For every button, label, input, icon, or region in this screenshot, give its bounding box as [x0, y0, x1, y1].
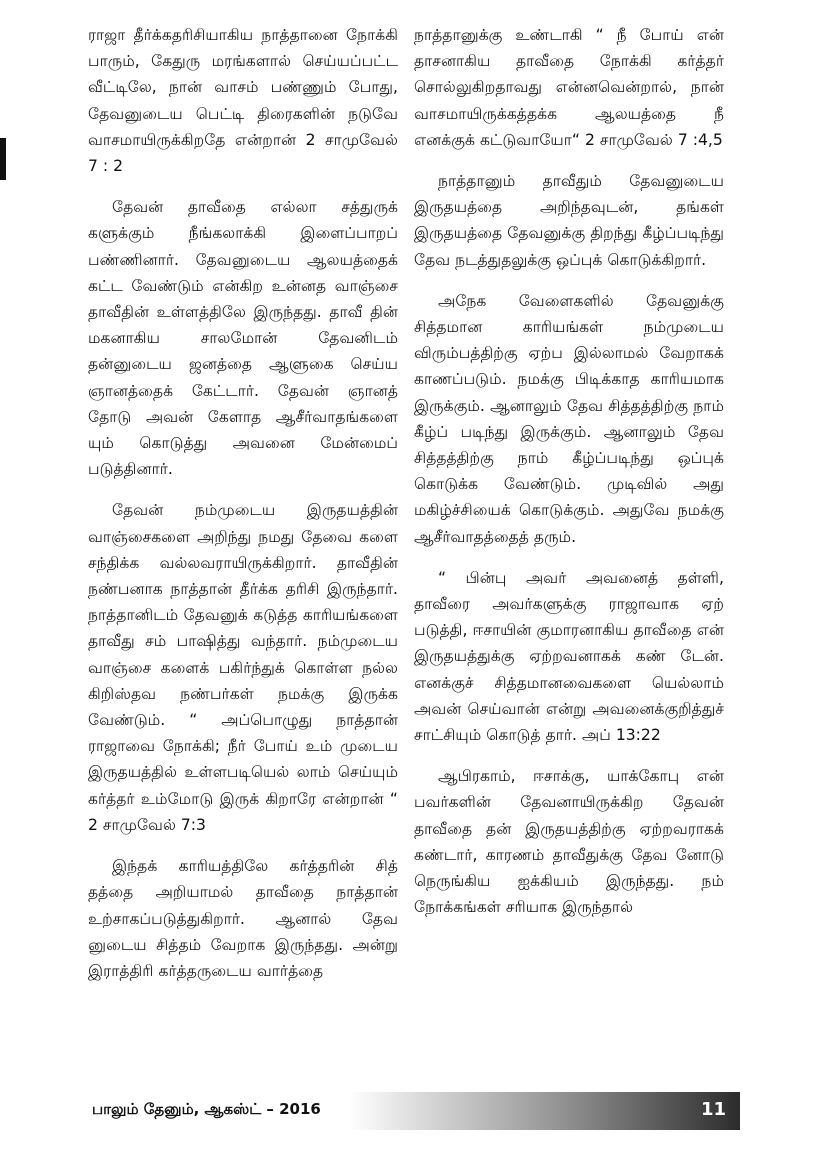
page-number: 11	[700, 1099, 726, 1120]
paragraph: தேவன் தாவீதை எல்லா சத்துருக் களுக்கும் நீங்கலாக்கி இளைப்பாறப் பண்ணினார். தேவனுடைய ஆலயத்தைக் கட்ட வேண்டும் என்கிற உன்னத வாஞ்சை தாவீதின் உள்ளத்திலே இருந்தது. தாவீ தின் மகனாகிய சாலமோன் தேவனிடம் தன்னுடைய ஜனத்தை ஆளுகை செய்ய ஞானத்தைக் கேட்டார். தேவன் ஞானத் தோடு அவன் கேளாத ஆசீர்வாதங்களை யும் கொடுத்து அவனை மேன்மைப் படுத்தினார்.	[88, 198, 398, 479]
edge-marker	[0, 138, 6, 180]
right-column	[414, 22, 724, 936]
left-column	[88, 22, 398, 999]
paragraph: தேவன் நம்முடைய இருதயத்தின் வாஞ்சைகளை அறிந்து நமது தேவை களை சந்திக்க வல்லவராயிருக்கிறார். தாவீதின் நண்பனாக நாத்தான் தீர்க்க தரிசி இருந்தார். நாத்தானிடம் தேவனுக் கடுத்த காரியங்களை தாவீது சம் பாஷித்து வந்தார். நம்முடைய வாஞ்சை களைக் பகிர்ந்துக் கொள்ள நல்ல கிறிஸ்தவ நண்பர்கள் நமக்கு இருக்க வேண்டும். “ அப்பொழுது நாத்தான் ராஜாவை நோக்கி; நீர் போய் உம் முடைய இருதயத்தில் உள்ளபடியெல் லாம் செய்யும் கர்த்தர் உம்மோடு இருக் கிறாரே என்றான் “ 2 சாமுவேல் 7:3	[88, 501, 398, 834]
paragraph: நாத்தானும் தாவீதும் தேவனுடைய இருதயத்தை அறிந்தவுடன், தங்கள் இருதயத்தை தேவனுக்கு திறந்து கீழ்ப்படிந்து தேவ நடத்துதலுக்கு ஒப்புக் கொடுக்கிறார்.	[414, 172, 724, 269]
paragraph: ஆபிரகாம், ஈசாக்கு, யாக்கோபு என் பவர்களின் தேவனாயிருக்கிற தேவன் தாவீதை தன் இருதயத்திற்கு ஏற்றவராகக் கண்டார், காரணம் தாவீதுக்கு தேவ னோடு நெருங்கிய ஐக்கியம் இருந்தது. நம் நோக்கங்கள் சரியாக இருந்தால்	[414, 767, 724, 917]
paragraph: நாத்தானுக்கு உண்டாகி “ நீ போய் என் தாசனாகிய தாவீதை நோக்கி கர்த்தர் சொல்லுகிறதாவது என்னவென்றால், நான் வாசமாயிருக்கத்தக்க ஆலயத்தை நீ எனக்குக் கட்டுவாயோ“ 2 சாமுவேல் 7 :4,5	[414, 26, 724, 149]
paragraph: “ பின்பு அவர் அவனைத் தள்ளி, தாவீரை அவர்களுக்கு ராஜாவாக ஏற் படுத்தி, ஈசாயின் குமாரனாகிய தாவீதை என் இருதயத்துக்கு ஏற்றவனாகக் கண் டேன். எனக்குச் சித்தமானவைகளை யெல்லாம் அவன் செய்வான் என்று அவனைக்குறித்துச் சாட்சியும் கொடுத் தார். அப் 13:22	[414, 568, 724, 745]
paragraph: இந்தக் காரியத்திலே கர்த்தரின் சித் தத்தை அறியாமல் தாவீதை நாத்தான் உற்சாகப்படுத்துகிறார். ஆனால் தேவ னுடைய சித்தம் வேறாக இருந்தது. அன்று இராத்திரி கர்த்தருடைய வார்த்தை	[88, 857, 398, 980]
publication-title: பாலும் தேனும், ஆகஸ்ட் – 2016	[92, 1100, 321, 1118]
paragraph: அநேக வேளைகளில் தேவனுக்கு சித்தமான காரியங்கள் நம்முடைய விரும்பத்திற்கு ஏற்ப இல்லாமல் வேறாகக் காணப்படும். நமக்கு பிடிக்காத காரியமாக இருக்கும். ஆனாலும் தேவ சித்தத்திற்கு நாம் கீழ்ப் படிந்து இருக்கும். ஆனாலும் தேவ சித்தத்திற்கு நாம் கீழ்ப்படிந்து ஒப்புக் கொடுக்க வேண்டும். முடிவில் அது மகிழ்ச்சியைக் கொடுக்கும். அதுவே நமக்கு ஆசீர்வாதத்தைத் தரும்.	[414, 291, 724, 546]
page-footer	[88, 1092, 740, 1130]
paragraph: ராஜா தீர்க்கதரிசியாகிய நாத்தானை நோக்கி பாரும், கேதுரு மரங்களால் செய்யப்பட்ட வீட்டிலே, நான் வாசம் பண்ணும் போது, தேவனுடைய பெட்டி திரைகளின் நடுவே வாசமாயிருக்கிறதே என்றான் 2 சாமுவேல் 7 : 2	[88, 26, 398, 176]
